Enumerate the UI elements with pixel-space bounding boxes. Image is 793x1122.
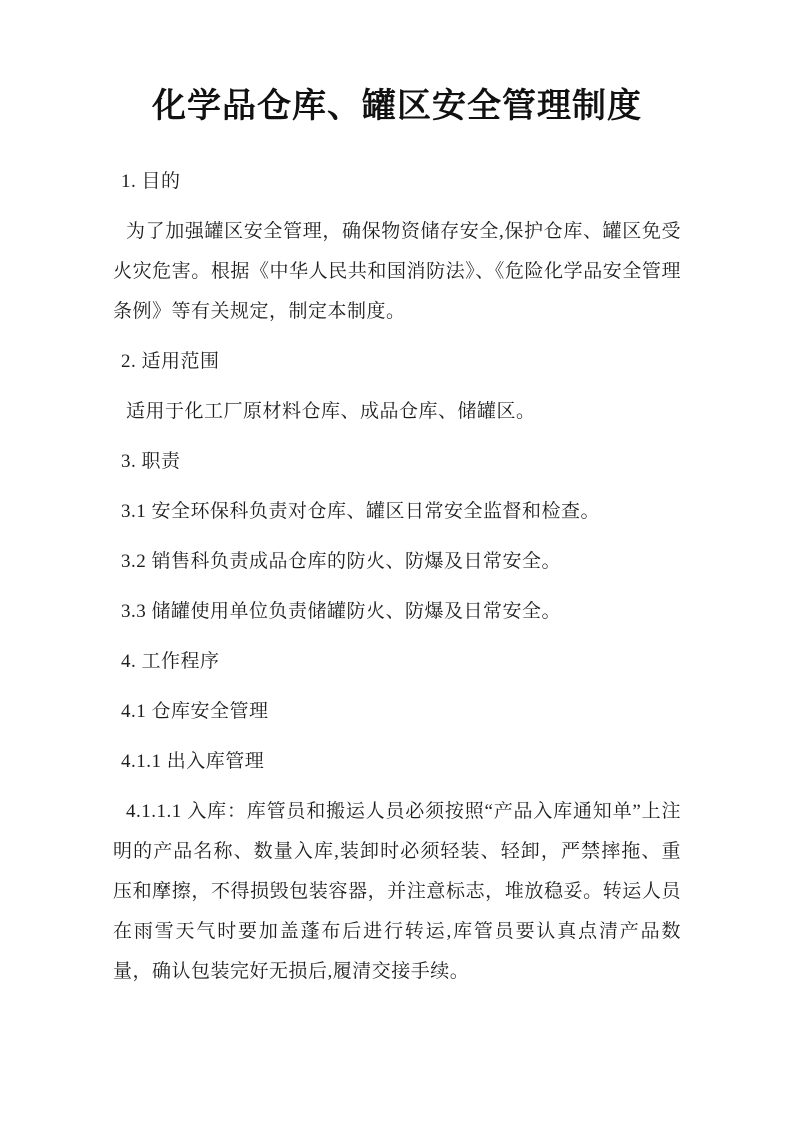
section-heading: 2. 适用范围 xyxy=(121,351,220,372)
body-paragraph: 为了加强罐区安全管理，确保物资储存安全,保护仓库、罐区免受火灾危害。根据《中华人民共和国消防法》、《危险化学品安全管理条例》等有关规定，制定本制度。 xyxy=(113,221,681,322)
section-heading: 3.3 储罐使用单位负责储罐防火、防爆及日常安全。 xyxy=(121,601,562,622)
section-heading: 3.2 销售科负责成品仓库的防火、防爆及日常安全。 xyxy=(121,551,562,572)
document-title: 化学品仓库、罐区安全管理制度 xyxy=(152,88,642,125)
section-heading: 3.1 安全环保科负责对仓库、罐区日常安全监督和检查。 xyxy=(121,501,601,522)
body-paragraph: 4.1.1.1 入库：库管员和搬运人员必须按照“产品入库通知单”上注明的产品名称、数量入库,装卸时必须轻装、轻卸，严禁摔拖、重压和摩擦，不得损毁包装容器，并注意标志，堆放稳妥。转运人员在雨雪天气时要加盖蓬布后进行转运,库管员要认真点清产品数量，确认包装完好无损后,履清交接手续。 xyxy=(113,801,681,982)
section-heading: 4.1 仓库安全管理 xyxy=(121,701,269,722)
section-heading: 1. 目的 xyxy=(121,171,181,192)
document-body xyxy=(113,162,681,992)
section-heading: 3. 职责 xyxy=(121,451,181,472)
section-heading: 4. 工作程序 xyxy=(121,651,220,672)
section-heading: 4.1.1 出入库管理 xyxy=(121,751,265,772)
body-paragraph: 适用于化工厂原材料仓库、成品仓库、储罐区。 xyxy=(126,401,536,422)
